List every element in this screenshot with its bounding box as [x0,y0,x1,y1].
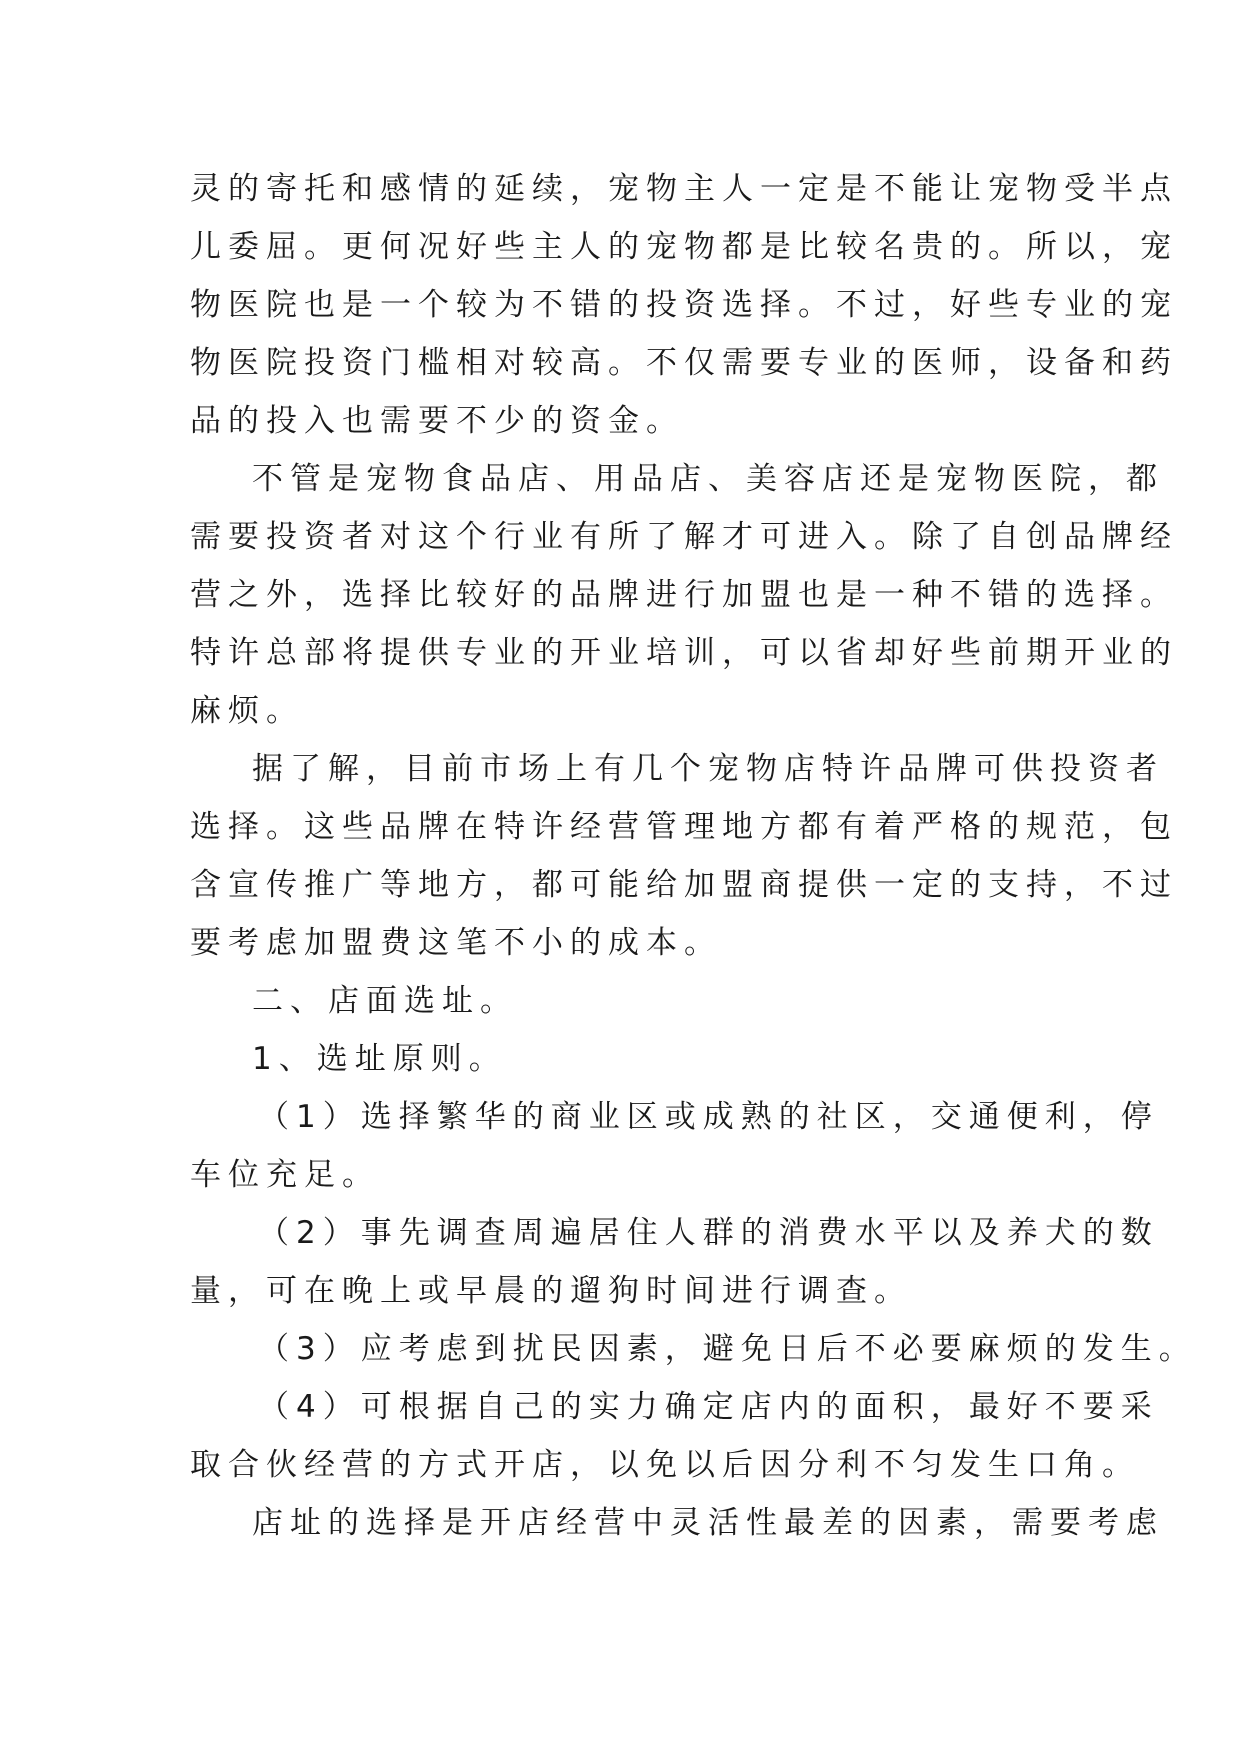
text-line: 灵的寄托和感情的延续，宠物主人一定是不能让宠物受半点 [190,171,1178,207]
paragraph-start-line: 不管是宠物食品店、用品店、美容店还是宠物医院，都 [252,461,1164,497]
text-line: 物医院投资门槛相对较高。不仅需要专业的医师，设备和药 [190,345,1178,381]
list-item-start-line: （4）可根据自己的实力确定店内的面积，最好不要采 [258,1389,1159,1425]
section-heading: 二、店面选址。 [252,983,518,1019]
text-line: 选择。这些品牌在特许经营管理地方都有着严格的规范，包 [190,809,1178,845]
list-item-start-line: （2）事先调查周遍居住人群的消费水平以及养犬的数 [258,1215,1159,1251]
list-item-start-line: （1）选择繁华的商业区或成熟的社区，交通便利，停 [258,1099,1159,1135]
text-line: 含宣传推广等地方，都可能给加盟商提供一定的支持，不过 [190,867,1178,903]
text-line: 取合伙经营的方式开店，以免以后因分利不匀发生口角。 [190,1447,1140,1483]
paragraph-start-line: 店址的选择是开店经营中灵活性最差的因素，需要考虑 [252,1505,1164,1541]
text-line: 物医院也是一个较为不错的投资选择。不过，好些专业的宠 [190,287,1178,323]
text-line: 儿委屈。更何况好些主人的宠物都是比较名贵的。所以，宠 [190,229,1178,265]
list-item-start-line: （3）应考虑到扰民因素，避免日后不必要麻烦的发生。 [258,1331,1197,1367]
text-line: 营之外，选择比较好的品牌进行加盟也是一种不错的选择。 [190,577,1178,613]
text-line: 特许总部将提供专业的开业培训，可以省却好些前期开业的 [190,635,1178,671]
subsection-heading: 1、选址原则。 [252,1041,507,1077]
text-line: 要考虑加盟费这笔不小的成本。 [190,925,722,961]
text-line: 麻烦。 [190,693,304,729]
text-line: 量，可在晚上或早晨的遛狗时间进行调查。 [190,1273,912,1309]
text-line: 车位充足。 [190,1157,380,1193]
text-line: 品的投入也需要不少的资金。 [190,403,684,439]
text-line: 需要投资者对这个行业有所了解才可进入。除了自创品牌经 [190,519,1178,555]
paragraph-start-line: 据了解，目前市场上有几个宠物店特许品牌可供投资者 [252,751,1164,787]
